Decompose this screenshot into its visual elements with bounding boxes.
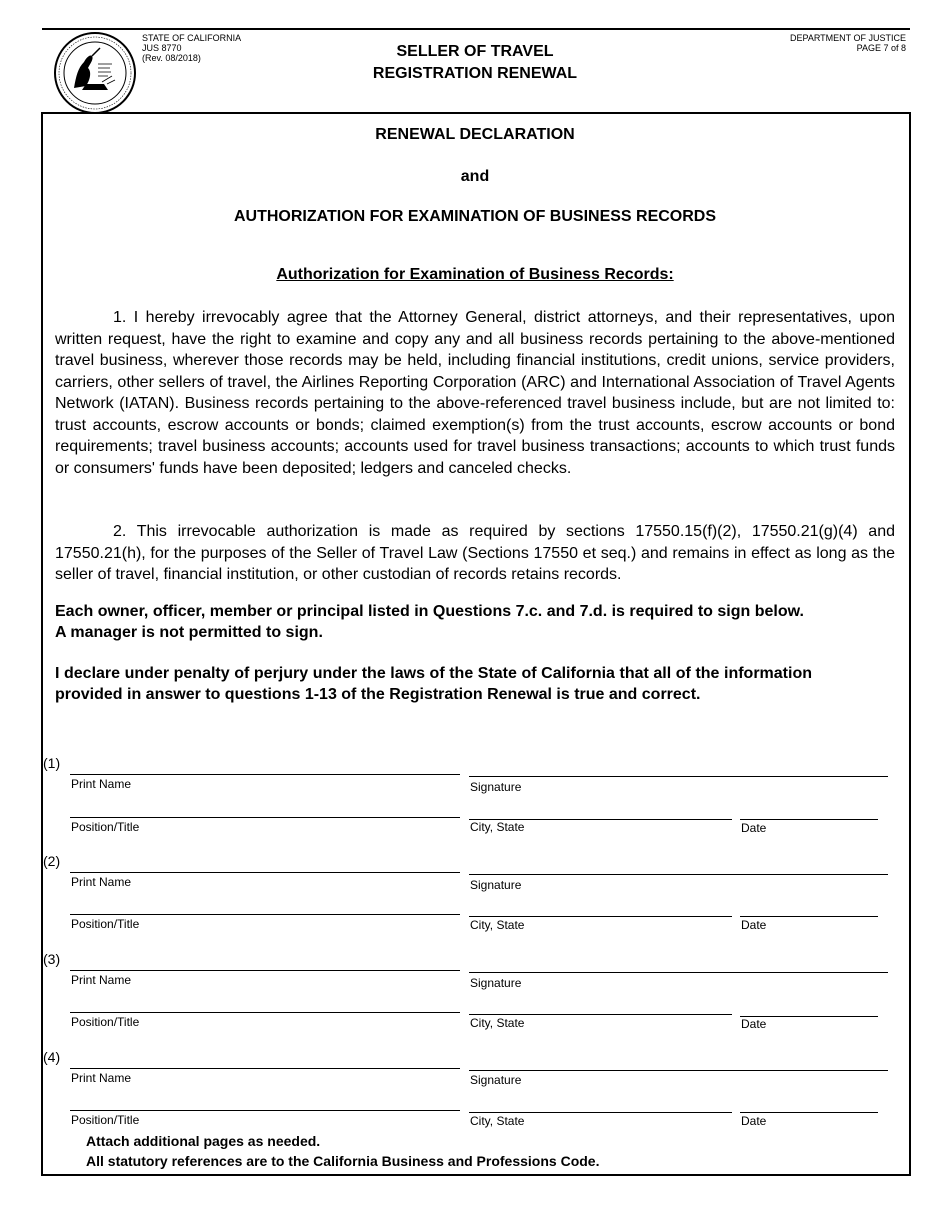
date-field[interactable] — [740, 819, 878, 820]
position-label: Position/Title — [71, 917, 140, 931]
department-name: DEPARTMENT OF JUSTICE — [789, 33, 906, 43]
date-label: Date — [741, 821, 767, 835]
city-state-label: City, State — [470, 820, 525, 834]
date-field[interactable] — [740, 1112, 878, 1113]
footer-statutory-note: All statutory references are to the California Business and Professions Code. — [86, 1153, 600, 1169]
header-rule — [42, 28, 910, 30]
print-name-label: Print Name — [71, 875, 132, 889]
signature-field[interactable] — [469, 776, 888, 777]
city-state-field[interactable] — [469, 1112, 732, 1113]
form-id-block — [142, 33, 241, 63]
position-label: Position/Title — [71, 820, 140, 834]
paragraph-2 — [55, 521, 895, 586]
date-label: Date — [741, 918, 767, 932]
department-block — [790, 33, 906, 53]
form-revision: (Rev. 08/2018) — [142, 53, 201, 63]
position-label: Position/Title — [71, 1015, 140, 1029]
signer-number: (3) — [43, 951, 61, 967]
paragraph-2-text: 2. This irrevocable authorization is made as required by sections 17550.15(f)(2), 17550.21(g)(4) and 17550.21(h), for the purposes of the Seller of Travel Law (Sections 17550 et seq.) and remains in effect as long as the seller of travel, financial institution, or other custodian of records retains records. — [55, 523, 895, 583]
print-name-field[interactable] — [70, 1068, 460, 1069]
signature-field[interactable] — [469, 1070, 888, 1071]
city-state-field[interactable] — [469, 1014, 732, 1015]
signer-number: (4) — [43, 1049, 61, 1065]
form-title-line2: REGISTRATION RENEWAL — [372, 65, 578, 82]
signer-number: (1) — [43, 755, 61, 771]
signature-field[interactable] — [469, 874, 888, 875]
signature-label: Signature — [470, 976, 522, 990]
department-seal-logo — [52, 32, 138, 114]
paragraph-1-text: 1. I hereby irrevocably agree that the Attorney General, district attorneys, and their representatives, upon written request, have the right to examine and copy any and all business records pertaining to the above-mentioned travel business, wherever those records may be held, including financial institutions, credit unions, service providers, carriers, other sellers of travel, the Airlines Reporting Corporation (ARC) and International Association of Travel Agents Network (IATAN). Business records pertaining to the above-referenced travel business include, but are not limited to: trust accounts, escrow accounts or bonds; claimed exemption(s) from the trust accounts, escrow accounts or bond requirements; travel business accounts; accounts used for travel business transactions; accounts to which trust funds or consumers' funds have been deposited; ledgers and canceled checks. — [55, 309, 895, 477]
city-state-label: City, State — [470, 918, 525, 932]
position-field[interactable] — [70, 1012, 460, 1013]
signer-number: (2) — [43, 853, 61, 869]
perjury-declaration: I declare under penalty of perjury under the laws of the State of California that all of the information provided in answer to questions 1-13 of the Registration Renewal is true and correct. — [55, 665, 812, 703]
heading-authorization: AUTHORIZATION FOR EXAMINATION OF BUSINESS RECORDS — [233, 208, 717, 225]
print-name-label: Print Name — [71, 777, 132, 791]
subheading-authorization: Authorization for Examination of Business Records: — [276, 266, 674, 283]
print-name-label: Print Name — [71, 973, 132, 987]
form-title-line1: SELLER OF TRAVEL — [396, 43, 554, 60]
position-field[interactable] — [70, 1110, 460, 1111]
form-title — [300, 41, 650, 85]
heading-and: and — [460, 168, 490, 185]
position-field[interactable] — [70, 817, 460, 818]
city-state-field[interactable] — [469, 916, 732, 917]
print-name-field[interactable] — [70, 970, 460, 971]
city-state-label: City, State — [470, 1114, 525, 1128]
footer-note — [86, 1131, 599, 1171]
position-field[interactable] — [70, 914, 460, 915]
date-label: Date — [741, 1114, 767, 1128]
page-number: PAGE 7 of 8 — [856, 43, 906, 53]
position-label: Position/Title — [71, 1113, 140, 1127]
footer-attach-note: Attach additional pages as needed. — [86, 1133, 321, 1149]
heading-renewal-declaration: RENEWAL DECLARATION — [375, 126, 575, 143]
form-number: JUS 8770 — [142, 43, 182, 53]
print-name-label: Print Name — [71, 1071, 132, 1085]
city-state-label: City, State — [470, 1016, 525, 1030]
signature-label: Signature — [470, 780, 522, 794]
paragraph-1 — [55, 307, 895, 479]
signature-label: Signature — [470, 1073, 522, 1087]
print-name-field[interactable] — [70, 872, 460, 873]
state-name: STATE OF CALIFORNIA — [142, 33, 242, 43]
signature-field[interactable] — [469, 972, 888, 973]
signers-requirement: Each owner, officer, member or principal listed in Questions 7.c. and 7.d. is required to sign below. A manager is not permitted to sign. — [55, 603, 804, 641]
print-name-field[interactable] — [70, 774, 460, 775]
date-field[interactable] — [740, 916, 878, 917]
signature-label: Signature — [470, 878, 522, 892]
date-label: Date — [741, 1017, 767, 1031]
